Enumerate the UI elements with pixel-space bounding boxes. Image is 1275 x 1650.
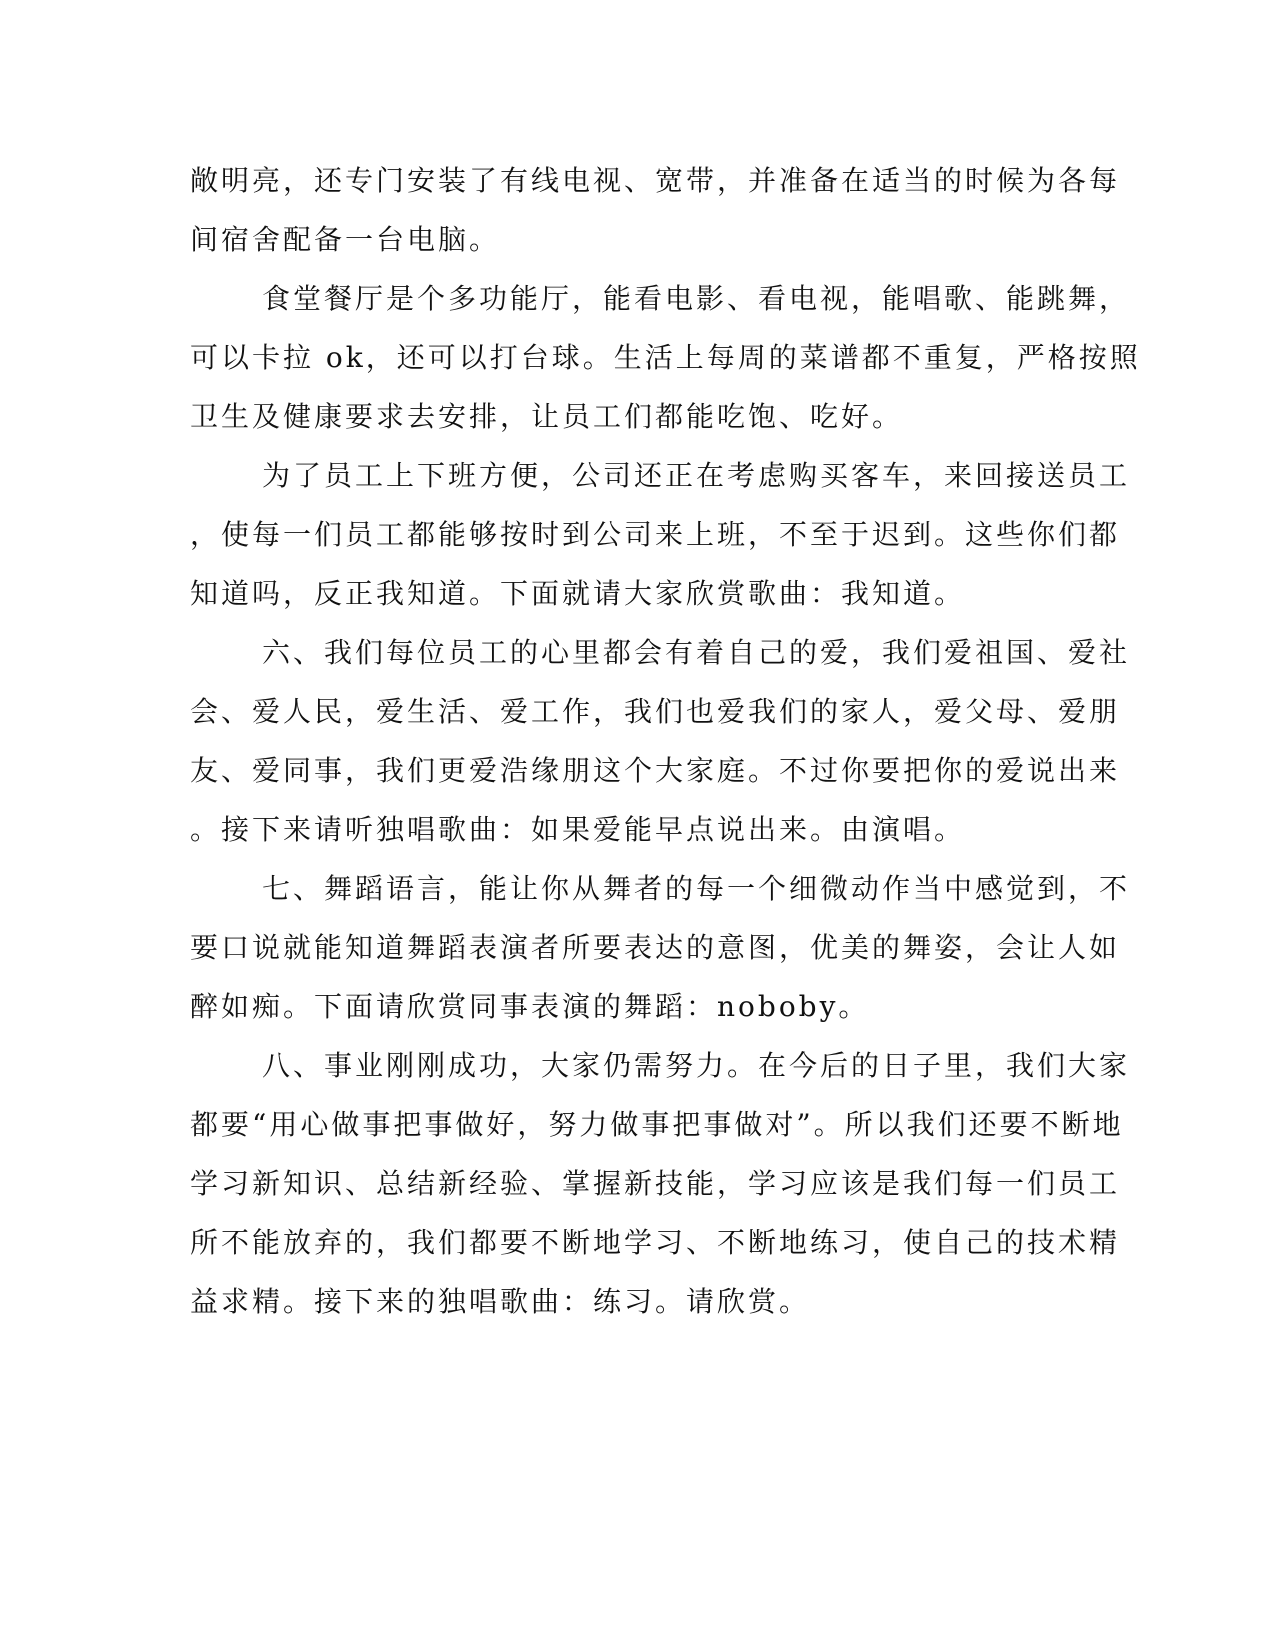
text-line: 可以卡拉 ok，还可以打台球。生活上每周的菜谱都不重复，严格按照 (190, 341, 1141, 374)
text-line: 益求精。接下来的独唱歌曲：练习。请欣赏。 (190, 1285, 811, 1318)
text-line: 都要“用心做事把事做好，努力做事把事做对”。所以我们还要不断地 (190, 1108, 1124, 1141)
paragraph-first-line: 八、事业刚刚成功，大家仍需努力。在今后的日子里，我们大家 (262, 1049, 1131, 1082)
text-line: 卫生及健康要求去安排，让员工们都能吃饱、吃好。 (190, 400, 904, 433)
text-line: 间宿舍配备一台电脑。 (190, 223, 501, 256)
text-line: 学习新知识、总结新经验、掌握新技能，学习应该是我们每一们员工 (190, 1167, 1121, 1200)
text-line: 所不能放弃的，我们都要不断地学习、不断地练习，使自己的技术精 (190, 1226, 1121, 1259)
text-line: 会、爱人民，爱生活、爱工作，我们也爱我们的家人，爱父母、爱朋 (190, 695, 1121, 728)
paragraph-first-line: 为了员工上下班方便，公司还正在考虑购买客车，来回接送员工 (262, 459, 1131, 492)
text-line: 要口说就能知道舞蹈表演者所要表达的意图，优美的舞姿，会让人如 (190, 931, 1121, 964)
paragraph-first-line: 七、舞蹈语言，能让你从舞者的每一个细微动作当中感觉到，不 (262, 872, 1131, 905)
text-line: 。接下来请听独唱歌曲：如果爱能早点说出来。由演唱。 (190, 813, 966, 846)
text-line: 敞明亮，还专门安装了有线电视、宽带，并准备在适当的时候为各每 (190, 164, 1121, 197)
text-line: 知道吗，反正我知道。下面就请大家欣赏歌曲：我知道。 (190, 577, 966, 610)
text-line: ，使每一们员工都能够按时到公司来上班，不至于迟到。这些你们都 (190, 518, 1121, 551)
text-line: 醉如痴。下面请欣赏同事表演的舞蹈：noboby。 (190, 990, 870, 1023)
text-line: 友、爱同事，我们更爱浩缘朋这个大家庭。不过你要把你的爱说出来 (190, 754, 1121, 787)
paragraph-first-line: 食堂餐厅是个多功能厅，能看电影、看电视，能唱歌、能跳舞， (262, 282, 1131, 315)
paragraph-first-line: 六、我们每位员工的心里都会有着自己的爱，我们爱祖国、爱社 (262, 636, 1131, 669)
